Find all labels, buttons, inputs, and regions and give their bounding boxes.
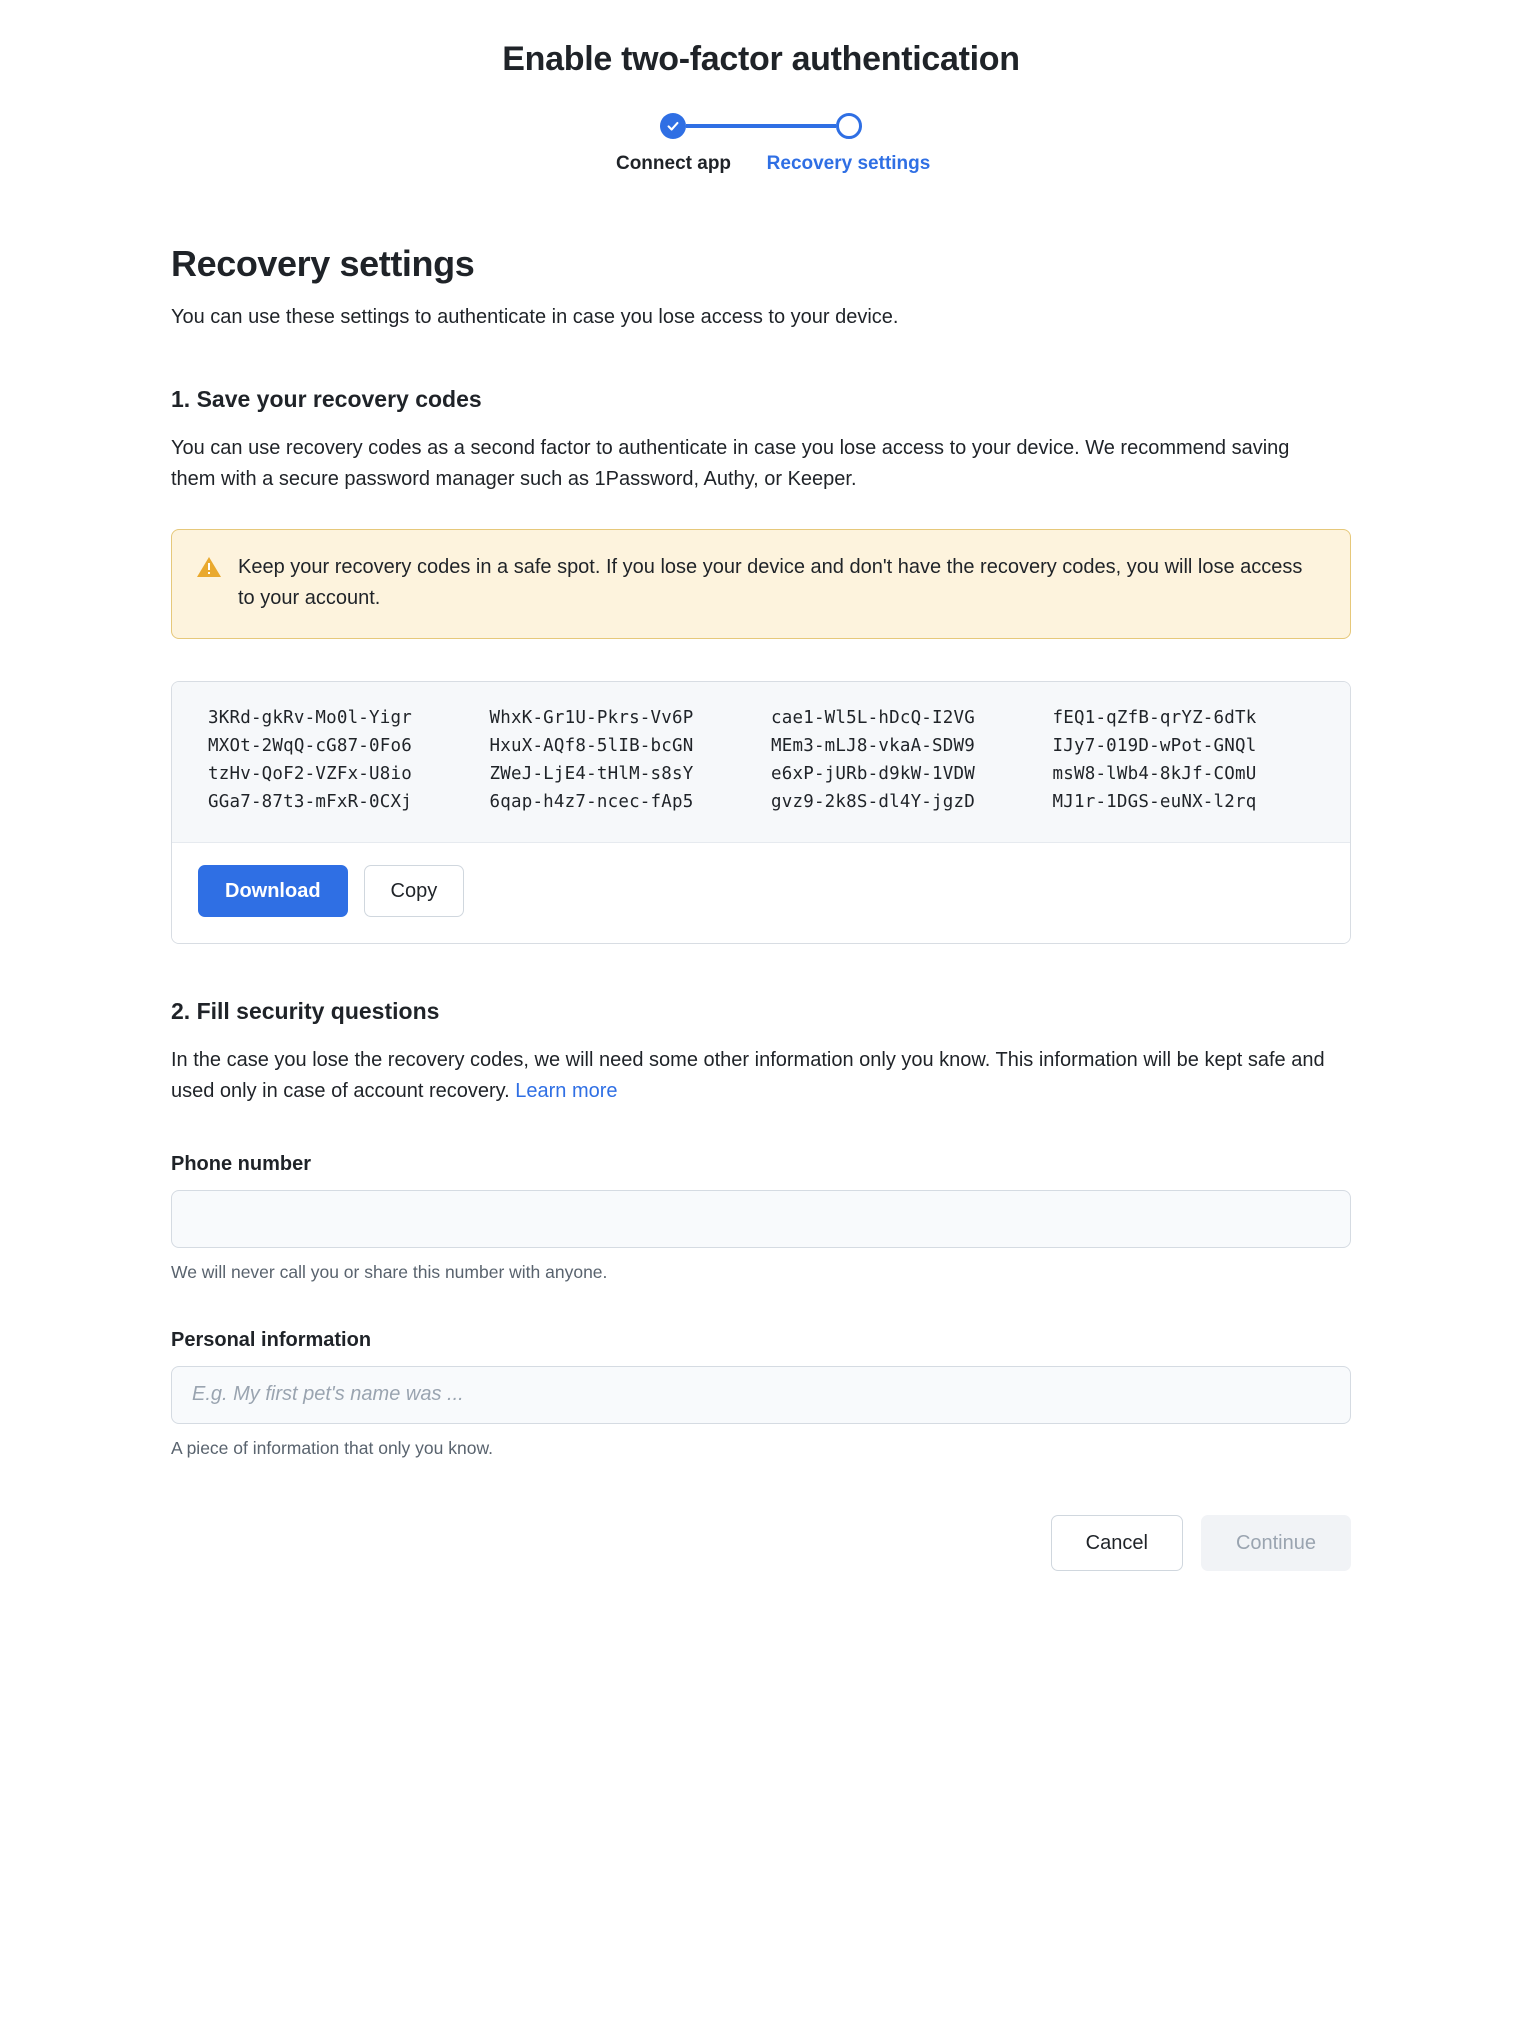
section-description: You can use these settings to authenticate in case you lose access to your device. <box>171 305 899 328</box>
stepper-labels <box>551 151 971 177</box>
step1-heading: 1. Save your recovery codes <box>171 385 482 412</box>
recovery-code: MJ1r-1DGS-euNX-l2rq <box>1052 791 1257 812</box>
recovery-code: 6qap-h4z7-ncec-fAp5 <box>489 791 694 812</box>
phone-number-label: Phone number <box>171 1152 312 1175</box>
step2-heading: 2. Fill security questions <box>171 997 440 1024</box>
cancel-button[interactable]: Cancel <box>1051 1515 1183 1571</box>
download-codes-button[interactable]: Download <box>198 865 348 917</box>
copy-codes-button[interactable]: Copy <box>364 865 465 917</box>
recovery-code: gvz9-2k8S-dl4Y-jgzD <box>771 791 975 812</box>
recovery-code: fEQ1-qZfB-qrYZ-6dTk <box>1052 707 1257 728</box>
recovery-codes-grid <box>172 682 1350 842</box>
footer-actions <box>171 1515 1351 1571</box>
recovery-code: HxuX-AQf8-5lIB-bcGN <box>489 735 694 756</box>
recovery-codes-warning <box>171 529 1351 639</box>
recovery-codes-actions <box>172 842 1350 943</box>
recovery-code: e6xP-jURb-d9kW-1VDW <box>771 763 975 784</box>
recovery-code: WhxK-Gr1U-Pkrs-Vv6P <box>489 707 694 728</box>
recovery-code: 3KRd-gkRv-Mo0l-Yigr <box>208 707 412 728</box>
recovery-code: tzHv-QoF2-VZFx-U8io <box>208 763 412 784</box>
recovery-code: MXOt-2WqQ-cG87-0Fo6 <box>208 735 412 756</box>
main-content <box>171 243 1351 1631</box>
personal-information-help: A piece of information that only you know. <box>171 1437 493 1458</box>
phone-number-input[interactable] <box>171 1190 1351 1248</box>
wizard-stepper <box>551 113 971 177</box>
phone-number-help: We will never call you or share this number with anyone. <box>171 1261 608 1282</box>
stepper-dots <box>551 113 971 139</box>
personal-information-label: Personal information <box>171 1328 372 1351</box>
continue-button[interactable]: Continue <box>1201 1515 1351 1571</box>
step-1-label[interactable]: Connect app <box>615 153 732 174</box>
check-icon <box>666 119 680 133</box>
step-2-indicator[interactable] <box>836 113 862 139</box>
step2-body-text: In the case you lose the recovery codes, we will need some other information only you know. This information will be kept safe and used only in case of account recovery. <box>171 1048 1325 1102</box>
step-2-label[interactable]: Recovery settings <box>766 153 931 174</box>
step-connector <box>686 124 836 128</box>
step2-body <box>171 1045 1331 1107</box>
recovery-code: ZWeJ-LjE4-tHlM-s8sY <box>489 763 694 784</box>
page-title: Enable two-factor authentication <box>502 40 1020 78</box>
learn-more-link[interactable]: Learn more <box>515 1079 618 1102</box>
step-1-indicator[interactable] <box>660 113 686 139</box>
step1-body: You can use recovery codes as a second factor to authenticate in case you lose access to your device. We recommend saving them with a secure password manager such as 1Password, Authy, or Keeper. <box>171 436 1290 490</box>
personal-information-input[interactable] <box>171 1366 1351 1424</box>
recovery-codes-card <box>171 681 1351 944</box>
two-factor-setup-page <box>0 40 1522 1631</box>
recovery-code: IJy7-019D-wPot-GNQl <box>1052 735 1257 756</box>
recovery-code: cae1-Wl5L-hDcQ-I2VG <box>771 707 975 728</box>
recovery-code: MEm3-mLJ8-vkaA-SDW9 <box>771 735 975 756</box>
recovery-code: msW8-lWb4-8kJf-COmU <box>1052 763 1257 784</box>
recovery-code: GGa7-87t3-mFxR-0CXj <box>208 791 412 812</box>
section-title: Recovery settings <box>171 242 475 284</box>
warning-triangle-icon <box>196 555 222 584</box>
warning-text: Keep your recovery codes in a safe spot. If you lose your device and don't have the recovery codes, you will lose access to your account. <box>238 555 1303 609</box>
